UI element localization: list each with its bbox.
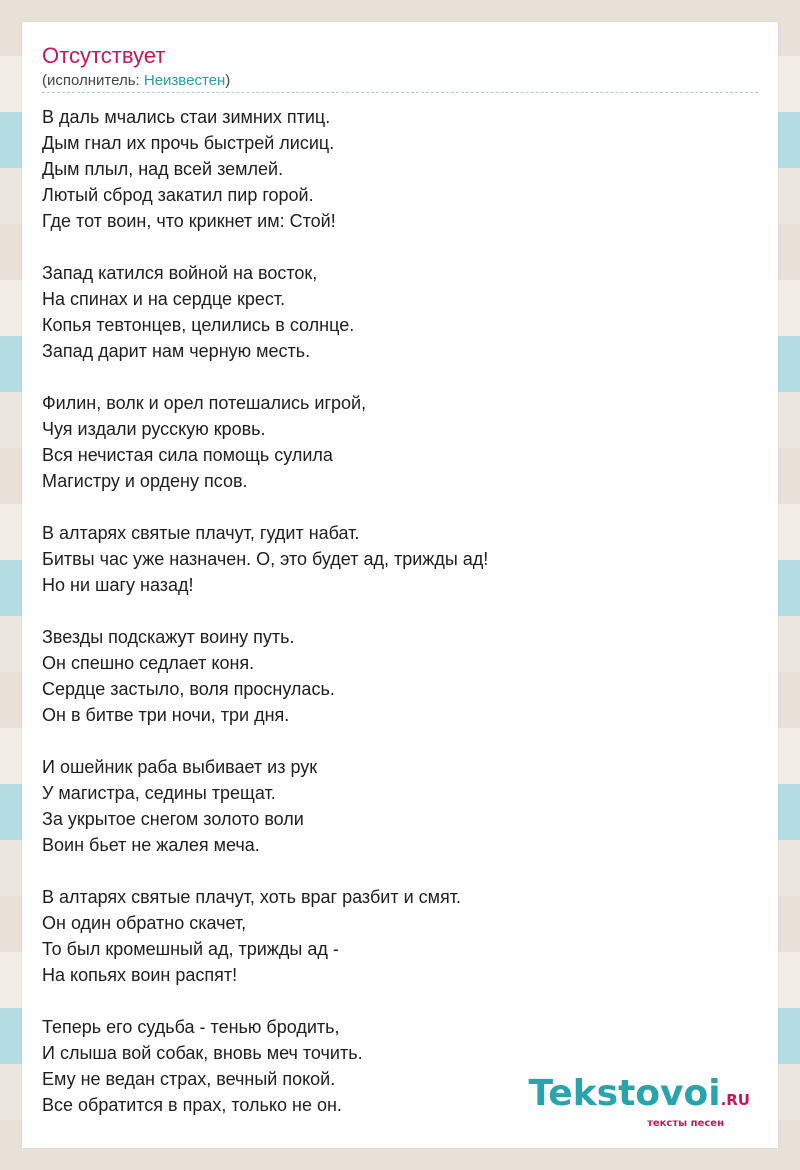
lyric-line: Запад катился войной на восток, [42, 263, 318, 283]
lyric-line: Дым плыл, над всей землей. [42, 159, 284, 179]
lyric-line: В даль мчались стаи зимних птиц. [42, 107, 331, 127]
lyric-line: В алтарях святые плачут, гудит набат. [42, 523, 360, 543]
lyric-line: Звезды подскажут воину путь. [42, 627, 295, 647]
lyric-line: Битвы час уже назначен. О, это будет ад, трижды ад! [42, 549, 489, 569]
lyric-line: Чуя издали русскую кровь. [42, 419, 266, 439]
lyrics-body [42, 104, 758, 1144]
logo-tld: .RU [720, 1091, 750, 1109]
song-title: Отсутствует [42, 43, 166, 68]
lyrics-card [22, 22, 778, 1148]
stanza [42, 884, 758, 988]
lyric-line: Ему не ведан страх, вечный покой. [42, 1069, 336, 1089]
lyric-line: У магистра, седины трещат. [42, 783, 276, 803]
lyric-line: В алтарях святые плачут, хоть враг разбит и смят. [42, 887, 462, 907]
logo-word: Tekstovoi [528, 1073, 721, 1114]
lyric-line: То был кромешный ад, трижды ад - [42, 939, 339, 959]
artist-suffix: ) [225, 72, 231, 89]
lyric-line: И слыша вой собак, вновь меч точить. [42, 1043, 363, 1063]
lyric-line: На копьях воин распят! [42, 965, 238, 985]
stanza [42, 624, 758, 728]
lyric-line: Где тот воин, что крикнет им: Стой! [42, 211, 336, 231]
stanza [42, 754, 758, 858]
lyric-line: Все обратится в прах, только не он. [42, 1095, 342, 1115]
lyric-line: Он спешно седлает коня. [42, 653, 255, 673]
title-divider [42, 92, 758, 93]
lyric-line: Сердце застыло, воля проснулась. [42, 679, 335, 699]
song-artist-line [42, 72, 230, 90]
lyric-line: И ошейник раба выбивает из рук [42, 757, 318, 777]
lyric-line: Магистру и ордену псов. [42, 471, 248, 491]
lyric-line: Филин, волк и орел потешались игрой, [42, 393, 367, 413]
lyric-line: За укрытое снегом золото воли [42, 809, 304, 829]
artist-prefix: (исполнитель: [42, 72, 144, 89]
logo-wordmark [528, 1073, 750, 1118]
lyric-line: Вся нечистая сила помощь сулила [42, 445, 333, 465]
lyric-line: Он в битве три ночи, три дня. [42, 705, 290, 725]
lyric-line: Он один обратно скачет, [42, 913, 247, 933]
lyric-line: Но ни шагу назад! [42, 575, 194, 595]
lyric-line: Теперь его судьба - тенью бродить, [42, 1017, 340, 1037]
lyric-line: Воин бьет не жалея меча. [42, 835, 260, 855]
lyric-line: Запад дарит нам черную месть. [42, 341, 311, 361]
lyric-line: Дым гнал их прочь быстрей лисиц. [42, 133, 335, 153]
stanza [42, 260, 758, 364]
stanza [42, 390, 758, 494]
artist-link[interactable]: Неизвестен [143, 72, 226, 89]
lyric-line: Копья тевтонцев, целились в солнце. [42, 315, 355, 335]
stanza [42, 520, 758, 598]
site-logo[interactable] [528, 1073, 750, 1130]
stanza [42, 104, 758, 234]
logo-tagline: тексты песен [647, 1118, 724, 1129]
lyric-line: Лютый сброд закатил пир горой. [42, 185, 314, 205]
lyric-line: На спинах и на сердце крест. [42, 289, 286, 309]
